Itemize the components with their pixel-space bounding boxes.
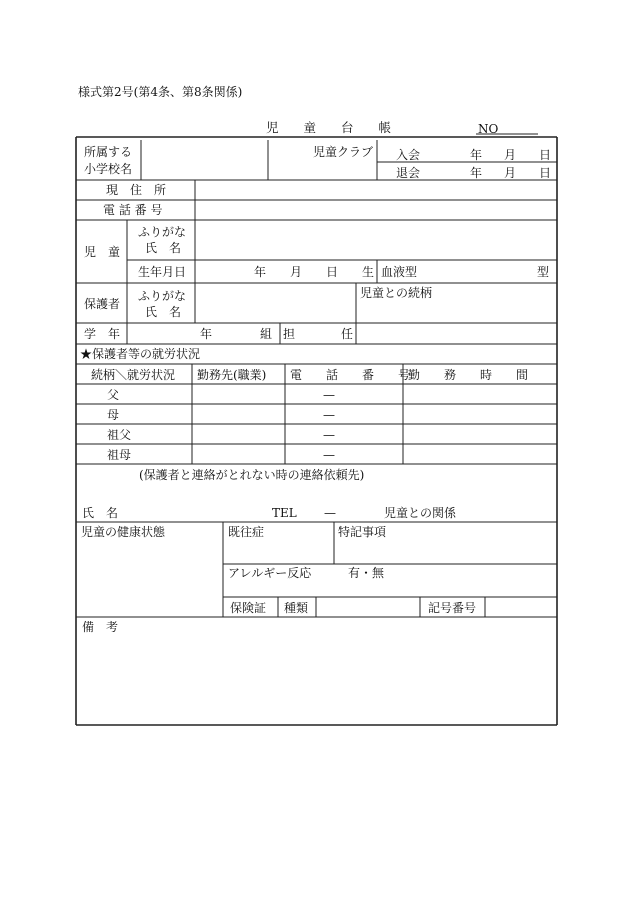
enter-day: 日 — [539, 148, 552, 162]
contact-relation-label: 児童との関係 — [384, 506, 457, 520]
employment-row-grandmother-dash: — — [323, 448, 335, 462]
grade-year-suffix: 年 — [200, 327, 213, 341]
remarks-field[interactable] — [77, 636, 556, 724]
child-name-label: 氏 名 — [145, 241, 182, 255]
address-field[interactable] — [196, 181, 556, 199]
employment-header-hours: 勤 務 時 間 — [408, 368, 529, 382]
child-furigana-label: ふりがな — [138, 225, 187, 239]
insurance-code-label: 記号番号 — [428, 601, 477, 615]
allergy-label: アレルギー反応 — [228, 566, 312, 580]
employment-header-workplace: 勤務先(職業) — [197, 368, 267, 382]
remarks-label: 備 考 — [82, 620, 119, 634]
teacher-label-second: 任 — [341, 327, 354, 341]
health-label: 児童の健康状態 — [81, 525, 166, 539]
insurance-type-label: 種類 — [284, 601, 309, 615]
leave-day: 日 — [539, 166, 552, 180]
guardian-furigana-label: ふりがな — [138, 289, 187, 303]
leave-year: 年 — [470, 166, 483, 180]
employment-row-father: 父 — [107, 388, 120, 402]
blood-type-suffix: 型 — [537, 265, 550, 279]
enter-month: 月 — [504, 148, 517, 162]
employment-row-mother: 母 — [107, 408, 120, 422]
birthdate-label: 生年月日 — [138, 265, 187, 279]
form-number: 様式第2号(第4条、第8条関係) — [78, 85, 243, 99]
grade-label: 学 年 — [84, 327, 121, 341]
address-label: 現 住 所 — [106, 183, 167, 197]
employment-row-mother-dash: — — [323, 408, 335, 422]
leave-month: 月 — [504, 166, 517, 180]
phone-field[interactable] — [196, 201, 556, 219]
employment-row-grandfather: 祖父 — [107, 428, 132, 442]
allergy-value[interactable]: 有・無 — [348, 566, 385, 580]
guardian-relation-label: 児童との続柄 — [360, 286, 433, 300]
contact-tel-dash: — — [324, 506, 336, 520]
enter-label: 入会 — [396, 148, 421, 162]
guardian-name-label: 氏 名 — [145, 305, 182, 319]
employment-row-grandmother: 祖母 — [107, 448, 132, 462]
guardian-name-field[interactable] — [196, 284, 355, 322]
school-label-line1: 所属する — [84, 145, 133, 159]
grade-class-suffix: 組 — [260, 327, 273, 341]
employment-header-phone: 電 話 番 号 — [290, 368, 411, 382]
employment-row-grandfather-dash: — — [323, 428, 335, 442]
birth-suffix: 生 — [362, 265, 375, 279]
leave-label: 退会 — [396, 166, 421, 180]
medical-history-label: 既往症 — [228, 525, 265, 539]
document-title: 児 童 台 帳 — [266, 120, 392, 135]
guardian-label: 保護者 — [84, 297, 121, 311]
special-notes-label: 特記事項 — [338, 525, 387, 539]
child-name-field[interactable] — [196, 221, 556, 259]
phone-label: 電 話 番 号 — [103, 203, 163, 217]
employment-row-father-dash: — — [323, 388, 335, 402]
employment-section-title: ★保護者等の就労状況 — [80, 347, 201, 361]
contact-tel-label: TEL — [272, 506, 297, 520]
contact-name-label: 氏 名 — [82, 506, 119, 520]
teacher-label-first: 担 — [283, 327, 296, 341]
child-label: 児 童 — [84, 245, 121, 259]
enter-year: 年 — [470, 148, 483, 162]
insurance-label: 保険証 — [230, 601, 267, 615]
birth-year-suffix: 年 — [254, 265, 267, 279]
no-label: NO — [478, 122, 499, 136]
contact-title: (保護者と連絡がとれない時の連絡依頼先) — [139, 468, 365, 482]
employment-header-relation: 続柄＼就労状況 — [91, 368, 176, 382]
school-label-line2: 小学校名 — [84, 162, 133, 176]
blood-type-label: 血液型 — [381, 265, 418, 279]
school-name-field[interactable] — [142, 141, 267, 179]
birth-day-suffix: 日 — [326, 265, 339, 279]
birth-month-suffix: 月 — [290, 265, 303, 279]
club-label: 児童クラブ — [313, 145, 374, 159]
